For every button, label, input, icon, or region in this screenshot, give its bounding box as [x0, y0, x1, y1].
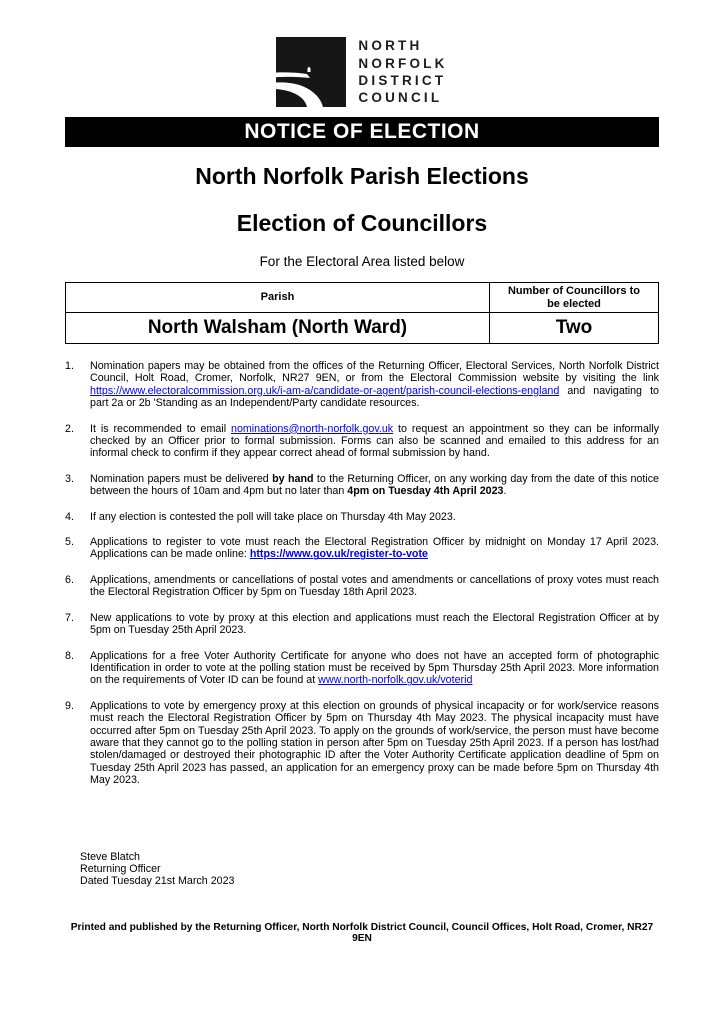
logo-line: NORTH — [358, 38, 423, 54]
notice-text-segment: . — [503, 485, 507, 498]
notice-item-number: 4. — [65, 510, 74, 523]
notice-item-number: 2. — [65, 422, 74, 435]
signatory-name: Steve Blatch — [80, 850, 141, 863]
page-subtitle: Election of Councillors — [236, 210, 488, 236]
logo-line: DISTRICT — [358, 73, 447, 88]
table-row — [66, 313, 659, 344]
council-logo — [65, 36, 659, 108]
signatory-role: Returning Officer — [80, 862, 161, 875]
notice-text-segment: to request an appointment so they can be informally checked by an Officer prior to formal submission. Forms can also be scanned and emailed to this address for an informal check to confirm if they appear correct ahead of formal submission by hand. — [90, 422, 659, 460]
notice-text-segment: Applications to register to vote must reach the Electoral Registration Officer by midnight on Monday 17 April 2023. Applications can be made online: — [90, 536, 659, 561]
signature-block — [65, 851, 659, 888]
council-logo-icon — [276, 37, 346, 107]
notice-item-number: 7. — [65, 611, 74, 624]
notice-item-number: 1. — [65, 360, 74, 372]
notice-item-text — [90, 360, 659, 410]
notice-banner-title: NOTICE OF ELECTION — [244, 120, 480, 143]
column-header-parish: Parish — [66, 283, 490, 313]
electoral-area-table — [65, 282, 659, 344]
notice-item — [65, 612, 659, 637]
notice-item-number: 5. — [65, 536, 74, 549]
councillors-cell: Two — [489, 313, 658, 344]
notice-item — [65, 423, 659, 460]
council-logo-wordmark — [358, 37, 447, 107]
notice-item-text — [90, 612, 659, 637]
notice-item — [65, 536, 659, 561]
page-title: North Norfolk Parish Elections — [195, 163, 529, 189]
notice-item-text — [90, 700, 659, 787]
notice-item — [65, 511, 659, 523]
imprint-footer: Printed and published by the Returning Officer, North Norfolk District Council, Council Offices, Holt Road, Cromer, NR27 9EN — [70, 921, 654, 944]
notice-text-segment: New applications to vote by proxy at this election and applications must reach the Electoral Registration Officer at by 5pm on Tuesday 25th April 2023. — [90, 611, 659, 637]
column-header-councillors: Number of Councillors to be elected — [489, 283, 658, 313]
notice-link[interactable]: https://www.electoralcommission.org.uk/i-am-a/candidate-or-agent/parish-council-elections-england — [90, 384, 560, 397]
notice-item — [65, 360, 659, 410]
table-header-row — [66, 283, 659, 313]
notice-item — [65, 473, 659, 498]
notice-item-number: 9. — [65, 699, 74, 712]
notice-item-number: 6. — [65, 573, 74, 586]
notice-text-segment: Applications for a free Voter Authority Certificate for anyone who does not have an accepted form of photographic Identification in order to vote at the polling station must be received by 5pm Thursday 25th April 2023. More information on the requirements of Voter ID can be found at — [90, 649, 659, 687]
notice-item-text — [90, 473, 659, 498]
logo-line: NORFOLK — [358, 55, 448, 71]
notice-item — [65, 650, 659, 687]
notice-text-segment: Applications to vote by emergency proxy at this election on grounds of physical incapacity or for work/service reasons must reach the Electoral Registration Officer by 5pm on Thursday 4th May 2023. The physical incapacity must have occurred after 5pm on Tuesday 25th April 2023. To apply on the grounds of work/service, the person must have become aware that they cannot go to the polling station in person after 5pm on Tuesday 25th April 2023. If a person has lost/had stolen/damaged or destroyed their photographic ID after the Voter Authority Certificate application deadline of 5pm on Tuesday 25th April 2023 has passed, an application for an emergency proxy can be made before 5pm on Thursday 4th May 2023. — [90, 699, 659, 787]
notice-link[interactable]: www.north-norfolk.gov.uk/voterid — [318, 674, 473, 687]
notice-link[interactable]: https://www.gov.uk/register-to-vote — [249, 548, 428, 561]
notice-text-segment: 4pm on Tuesday 4th April 2023 — [347, 485, 504, 498]
notice-text-segment: Nomination papers must be delivered — [90, 472, 273, 485]
parish-cell: North Walsham (North Ward) — [66, 313, 490, 344]
notice-item — [65, 574, 659, 599]
notice-text-segment: It is recommended to email — [90, 422, 231, 435]
notice-text-segment: Nomination papers may be obtained from the offices of the Returning Officer, Electoral Services, North Norfolk District Council, Holt Road, Cromer, Norfolk, NR27 9EN, or from the Electoral Commission website by visiting the link — [90, 360, 659, 385]
notice-link[interactable]: nominations@north-norfolk.gov.uk — [231, 422, 394, 435]
logo-line: COUNCIL — [358, 90, 443, 106]
notice-text-segment: If any election is contested the poll will take place on Thursday 4th May 2023. — [90, 510, 456, 523]
notice-text-segment: and navigating to part 2a or 2b 'Standing as an Independent/Party candidate resources. — [90, 384, 659, 410]
notice-item — [65, 700, 659, 787]
notice-banner — [65, 117, 659, 147]
signature-date: Dated Tuesday 21st March 2023 — [80, 875, 235, 888]
notice-list — [65, 360, 659, 787]
notice-item-number: 3. — [65, 472, 74, 485]
notice-item-number: 8. — [65, 649, 74, 662]
area-note: For the Electoral Area listed below — [259, 254, 465, 269]
notice-text-segment: Applications, amendments or cancellations of postal votes and amendments or cancellations of proxy votes must reach the Electoral Registration Officer by 5pm on Tuesday 18th April 2023. — [90, 573, 659, 599]
notice-text-segment: by hand — [272, 472, 314, 485]
notice-item-text — [90, 511, 659, 523]
notice-item-text — [90, 574, 659, 599]
notice-item-text — [90, 536, 659, 561]
notice-item-text — [90, 423, 659, 460]
notice-text-segment: to the Returning Officer, on any working day from the date of this notice between the hours of 10am and 4pm but no later than — [90, 472, 659, 498]
notice-item-text — [90, 650, 659, 687]
